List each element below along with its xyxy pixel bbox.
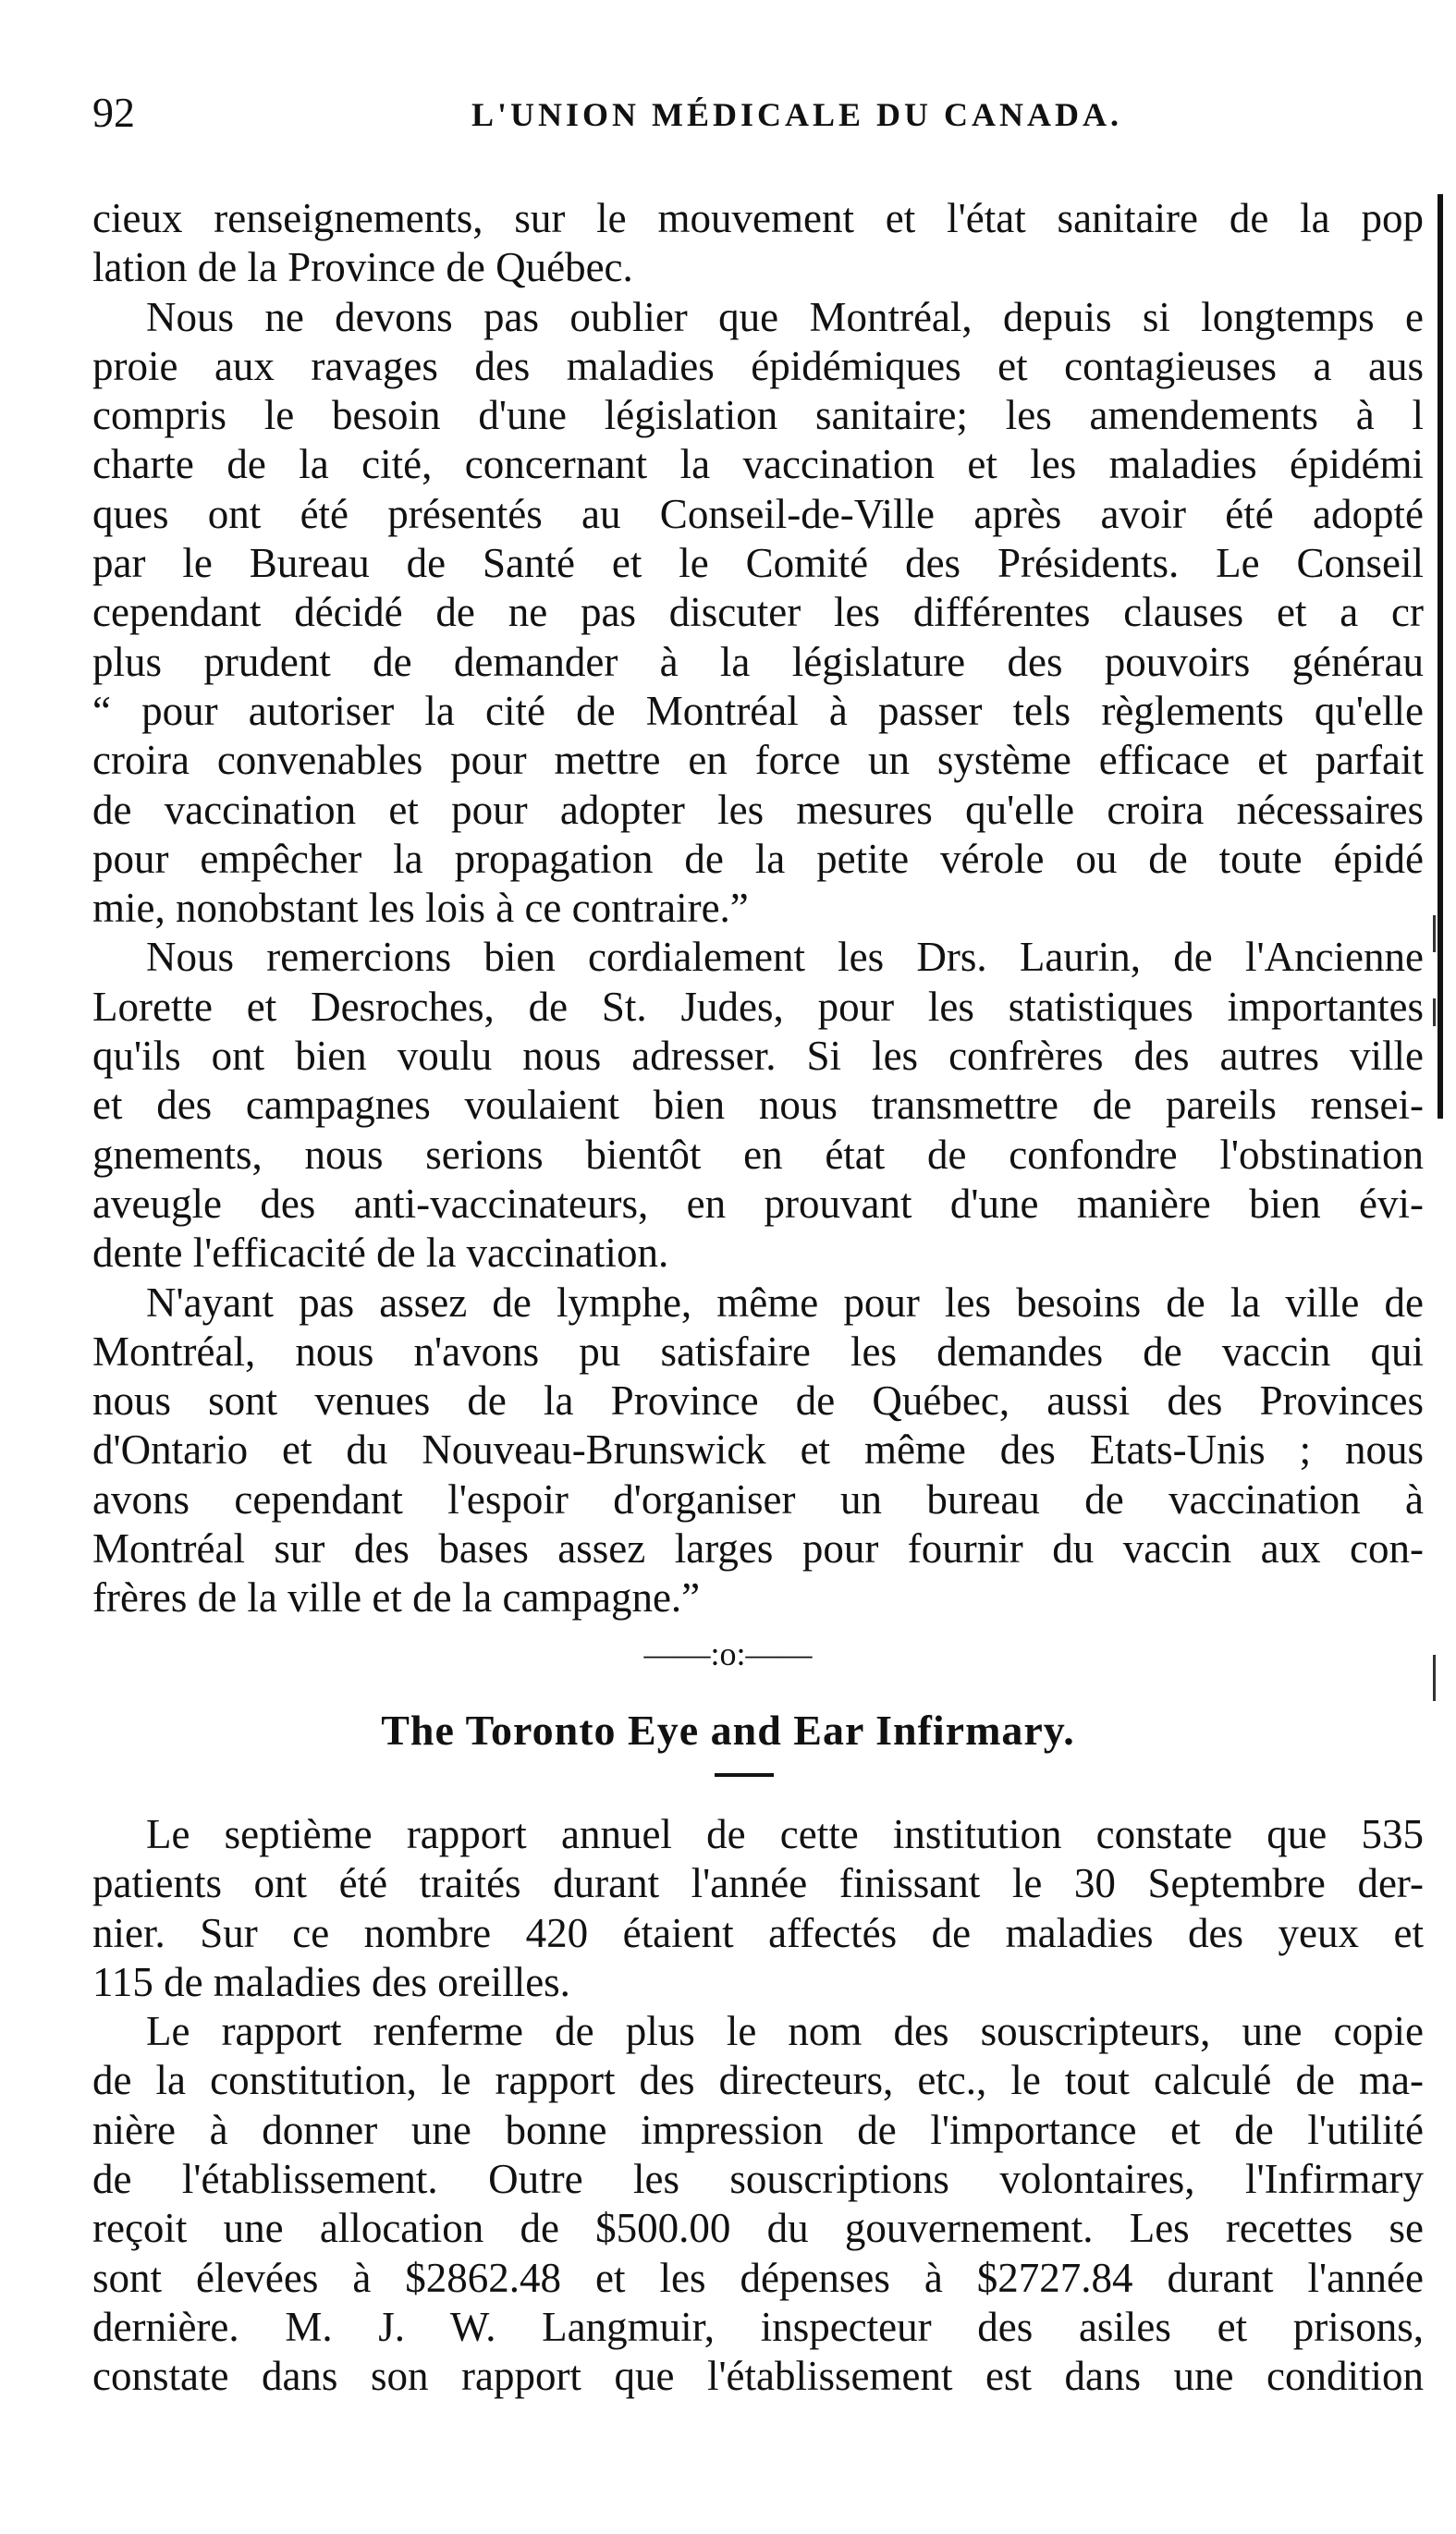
text-line: 115 de maladies des oreilles. bbox=[92, 1958, 570, 2005]
edge-shadow bbox=[1438, 194, 1443, 1119]
text-line: mie, nonobstant les lois à ce contraire.” bbox=[92, 885, 749, 932]
text-line: N'ayant pas assez de lymphe, même pour les besoins de la ville de bbox=[146, 1279, 1424, 1326]
edge-mark bbox=[1433, 1655, 1436, 1701]
edge-mark bbox=[1433, 998, 1436, 1026]
text-line: plus prudent de demander à la législature des pouvoirs générau bbox=[92, 638, 1424, 685]
text-line: Le septième rapport annuel de cette institution constate que 535 bbox=[146, 1811, 1424, 1857]
text-line: de l'établissement. Outre les souscriptions volontaires, l'Infirmary bbox=[92, 2156, 1424, 2203]
text-line: Nous ne devons pas oublier que Montréal, depuis si longtemps e bbox=[146, 293, 1424, 340]
text-line: avons cependant l'espoir d'organiser un bureau de vaccination à bbox=[92, 1475, 1424, 1523]
running-head: L'UNION MÉDICALE DU CANADA. bbox=[471, 96, 1123, 133]
page-header bbox=[92, 88, 1405, 153]
text-line: cependant décidé de ne pas discuter les différentes clauses et a cr bbox=[92, 589, 1424, 636]
text-line: gnements, nous serions bientôt en état de confondre l'obstination bbox=[92, 1131, 1424, 1178]
text-line: cieux renseignements, sur le mouvement et l'état sanitaire de la pop bbox=[92, 195, 1424, 241]
text-line: pour empêcher la propagation de la petite vérole ou de toute épidé bbox=[92, 835, 1424, 882]
text-line: de la constitution, le rapport des directeurs, etc., le tout calculé de ma- bbox=[92, 2057, 1424, 2104]
text-line: par le Bureau de Santé et le Comité des Présidents. Le Conseil bbox=[92, 540, 1424, 587]
text-line: compris le besoin d'une législation sanitaire; les amendements à l bbox=[92, 392, 1424, 439]
section-body bbox=[92, 1810, 1424, 2402]
text-line: nier. Sur ce nombre 420 étaient affectés de maladies des yeux et bbox=[92, 1909, 1424, 1956]
text-line: aveugle des anti-vaccinateurs, en prouvant d'une manière bien évi- bbox=[92, 1180, 1424, 1227]
article-body-continued bbox=[92, 194, 1424, 1623]
text-line: dente l'efficacité de la vaccination. bbox=[92, 1230, 669, 1277]
text-line: Nous remercions bien cordialement les Drs. Laurin, de l'Ancienne bbox=[146, 934, 1424, 981]
section-divider: ——:o:—— bbox=[643, 1635, 813, 1672]
page-number: 92 bbox=[92, 89, 135, 136]
text-line: reçoit une allocation de $500.00 du gouvernement. Les recettes se bbox=[92, 2205, 1424, 2252]
text-line: Le rapport renferme de plus le nom des souscripteurs, une copie bbox=[146, 2008, 1424, 2055]
section-title: The Toronto Eye and Ear Infirmary. bbox=[381, 1707, 1075, 1754]
text-line: nous sont venues de la Province de Québec, aussi des Provinces bbox=[92, 1377, 1424, 1425]
text-line: ques ont été présentés au Conseil-de-Ville après avoir été adopté bbox=[92, 490, 1424, 537]
text-line: de vaccination et pour adopter les mesures qu'elle croira nécessaires bbox=[92, 786, 1424, 833]
text-line: “ pour autoriser la cité de Montréal à passer tels règlements qu'elle bbox=[92, 687, 1424, 734]
text-line: dernière. M. J. W. Langmuir, inspecteur des asiles et prisons, bbox=[92, 2303, 1424, 2350]
edge-mark bbox=[1433, 915, 1436, 952]
text-line: patients ont été traités durant l'année finissant le 30 Septembre der- bbox=[92, 1860, 1424, 1907]
text-line: Montréal, nous n'avons pu satisfaire les demandes de vaccin qui bbox=[92, 1328, 1424, 1375]
title-rule bbox=[715, 1773, 774, 1777]
text-line: frères de la ville et de la campagne.” bbox=[92, 1574, 701, 1622]
text-line: sont élevées à $2862.48 et les dépenses à $2727.84 durant l'année bbox=[92, 2254, 1424, 2301]
text-line: nière à donner une bonne impression de l'importance et de l'utilité bbox=[92, 2106, 1424, 2153]
text-line: Lorette et Desroches, de St. Judes, pour les statistiques importantes bbox=[92, 983, 1424, 1030]
text-line: charte de la cité, concernant la vaccination et les maladies épidémi bbox=[92, 441, 1424, 488]
text-line: Montréal sur des bases assez larges pour fournir du vaccin aux con- bbox=[92, 1525, 1424, 1573]
text-line: constate dans son rapport que l'établissement est dans une condition bbox=[92, 2353, 1424, 2400]
text-line: qu'ils ont bien voulu nous adresser. Si les confrères des autres ville bbox=[92, 1033, 1424, 1080]
text-line: proie aux ravages des maladies épidémiques et contagieuses a aus bbox=[92, 342, 1424, 389]
text-line: croira convenables pour mettre en force un système efficace et parfait bbox=[92, 737, 1424, 784]
text-line: lation de la Province de Québec. bbox=[92, 244, 633, 291]
text-line: et des campagnes voulaient bien nous transmettre de pareils rensei- bbox=[92, 1082, 1424, 1129]
text-line: d'Ontario et du Nouveau-Brunswick et même des Etats-Unis ; nous bbox=[92, 1426, 1424, 1474]
